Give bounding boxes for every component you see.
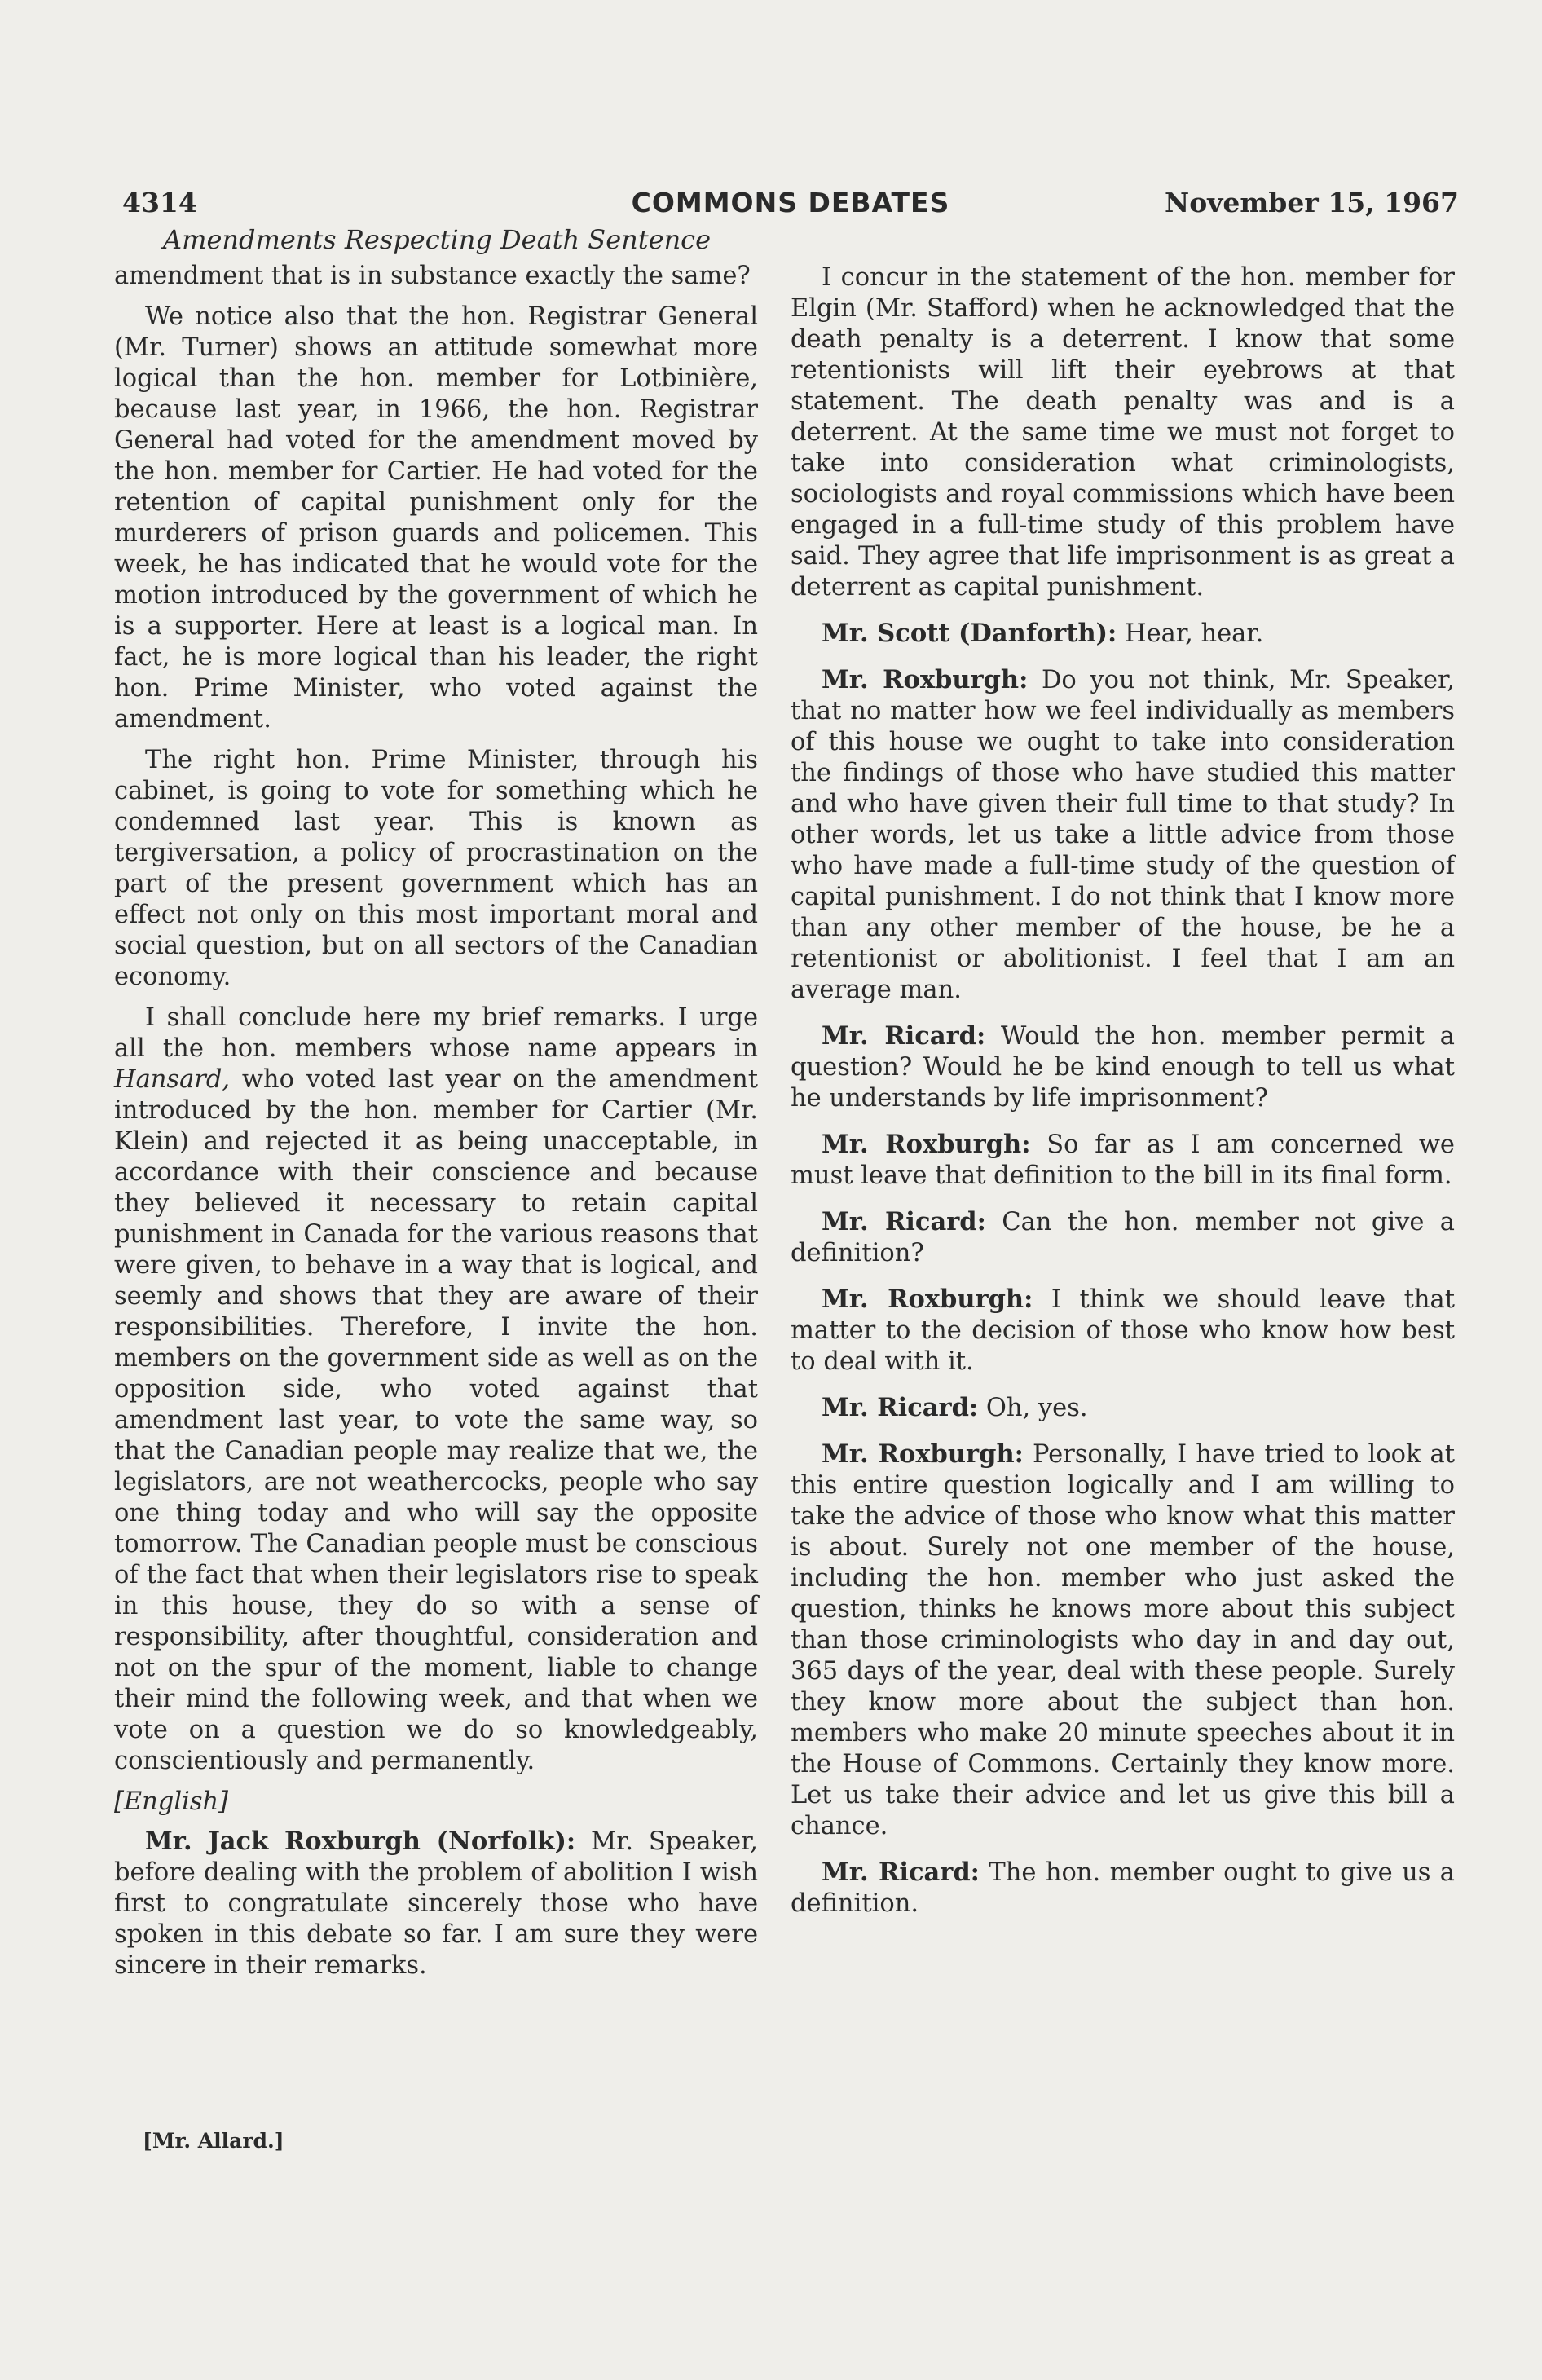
speech bbox=[791, 1857, 1455, 1919]
left-column bbox=[114, 261, 758, 1991]
speech-text: Mr. Speaker, before dealing with the problem of abolition I wish first to congratulate sincerely those who have spoken in this debate so far. I am sure they were sincere in their remarks. bbox=[114, 1827, 758, 1980]
speech bbox=[791, 1392, 1455, 1424]
paragraph: I concur in the statement of the hon. member for Elgin (Mr. Stafford) when he acknowledged that the death penalty is a deterrent. I know that some retentionists will lift their eyebrows at that statement. The death penalty was and is a deterrent. At the same time we must not forget to take into consideration what criminologists, sociologists and royal commissions which have been engaged in a full-time study of this problem have said. They agree that life imprisonment is as great a deterrent as capital punishment. bbox=[791, 263, 1455, 602]
speech-text: I think we should leave that matter to the decision of those who know how best to deal with it. bbox=[791, 1285, 1455, 1376]
speech bbox=[791, 1129, 1455, 1192]
language-note: [English] bbox=[114, 1787, 229, 1816]
speech-text: Oh, yes. bbox=[978, 1394, 1088, 1422]
speaker-name: Mr. Ricard: bbox=[822, 1207, 986, 1236]
paragraph-text: who voted last year on the amendment introduced by the hon. member for Cartier (Mr. Klein) and rejected it as being unacceptable, in accordance with their conscience and because they believed it necessary to retain capital punishment in Canada for the various reasons that were given, to behave in a way that is logical, and seemly and shows that they are aware of their responsibilities. Therefore, I invite the hon. members on the government side as well as on the opposition side, who voted against that amendment last year, to vote the same way, so that the Canadian people may realize that we, the legislators, are not weathercocks, people who say one thing today and who will say the opposite tomorrow. The Canadian people must be conscious of the fact that when their legislators rise to speak in this house, they do so with a sense of responsibility, after thoughtful, consideration and not on the spur of the moment, liable to change their mind the following week, and that when we vote on a question we do so knowledgeably, conscientiously and permanently. bbox=[114, 1065, 758, 1775]
hansard-reference: Hansard, bbox=[114, 1065, 231, 1094]
speech-text: Would the hon. member permit a question? Would he be kind enough to tell us what he understands by life imprisonment? bbox=[791, 1022, 1455, 1113]
speech bbox=[791, 1284, 1455, 1377]
publication-date: November 15, 1967 bbox=[1165, 187, 1459, 218]
speaker-name: Mr. Roxburgh: bbox=[822, 665, 1029, 694]
speech bbox=[791, 1020, 1455, 1114]
paragraph: We notice also that the hon. Registrar General (Mr. Turner) shows an attitude somewhat more logical than the hon. member for Lotbinière, because last year, in 1966, the hon. Registrar General had voted for the amendment moved by the hon. member for Cartier. He had voted for the retention of capital punishment only for the murderers of prison guards and policemen. This week, he has indicated that he would vote for the motion introduced by the government of which he is a supporter. Here at least is a logical man. In fact, he is more logical than his leader, the right hon. Prime Minister, who voted against the amendment. bbox=[114, 302, 758, 734]
speech bbox=[791, 618, 1455, 650]
speech-text: Can the hon. member not give a definition? bbox=[791, 1208, 1455, 1267]
speaker-continuation-note: [Mr. Allard.] bbox=[143, 2129, 284, 2153]
paragraph: amendment that is in substance exactly the same? bbox=[114, 262, 751, 290]
speech-text: So far as I am concerned we must leave that definition to the bill in its final form. bbox=[791, 1130, 1455, 1190]
paragraph: The right hon. Prime Minister, through his cabinet, is going to vote for something which he condemned last year. This is known as tergiversation, a policy of procrastination on the part of the present government which has an effect not only on this most important moral and social question, but on all sectors of the Canadian economy. bbox=[114, 746, 758, 991]
speech-text: Personally, I have tried to look at this entire question logically and I am willing to take the advice of those who know what this matter is about. Surely not one member of the house, including the hon. member who just asked the question, thinks he knows more about this subject than those criminologists who day in and day out, 365 days of the year, deal with these people. Surely they know more about the subject than hon. members who make 20 minute speeches about it in the House of Commons. Certainly they know more. Let us take their advice and let us give this bill a chance. bbox=[791, 1440, 1455, 1840]
speaker-name: Mr. Roxburgh: bbox=[822, 1130, 1031, 1159]
speaker-name: Mr. Jack Roxburgh (Norfolk): bbox=[145, 1827, 576, 1856]
speaker-name: Mr. Roxburgh: bbox=[822, 1285, 1033, 1314]
paragraph-text: I shall conclude here my brief remarks. I urge all the hon. members whose name appears in bbox=[114, 1003, 758, 1063]
speaker-name: Mr. Ricard: bbox=[822, 1393, 979, 1422]
speaker-name: Mr. Scott (Danforth): bbox=[822, 619, 1117, 648]
page-number: 4314 bbox=[122, 187, 197, 218]
section-heading: Amendments Respecting Death Sentence bbox=[163, 224, 712, 255]
speaker-name: Mr. Ricard: bbox=[822, 1021, 986, 1051]
page-header bbox=[122, 183, 1459, 224]
speaker-name: Mr. Ricard: bbox=[822, 1858, 980, 1887]
speech bbox=[791, 1206, 1455, 1269]
speech-text: Hear, hear. bbox=[1117, 619, 1264, 648]
speech bbox=[791, 664, 1455, 1006]
right-column bbox=[791, 262, 1455, 1934]
speech bbox=[791, 1439, 1455, 1842]
speech-text: The hon. member ought to give us a definition. bbox=[791, 1858, 1455, 1918]
speech bbox=[114, 1826, 758, 1981]
speech-text: Do you not think, Mr. Speaker, that no matter how we feel individually as members of this house we ought to take into consideration the findings of those who have studied this matter and who have given their full time to that study? In other words, let us take a little advice from those who have made a full-time study of the question of capital punishment. I do not think that I know more than any other member of the house, be he a retentionist or abolitionist. I feel that I am an average man. bbox=[791, 666, 1455, 1004]
publication-title: COMMONS DEBATES bbox=[631, 187, 950, 218]
paragraph bbox=[114, 1003, 758, 1777]
speaker-name: Mr. Roxburgh: bbox=[822, 1439, 1024, 1469]
